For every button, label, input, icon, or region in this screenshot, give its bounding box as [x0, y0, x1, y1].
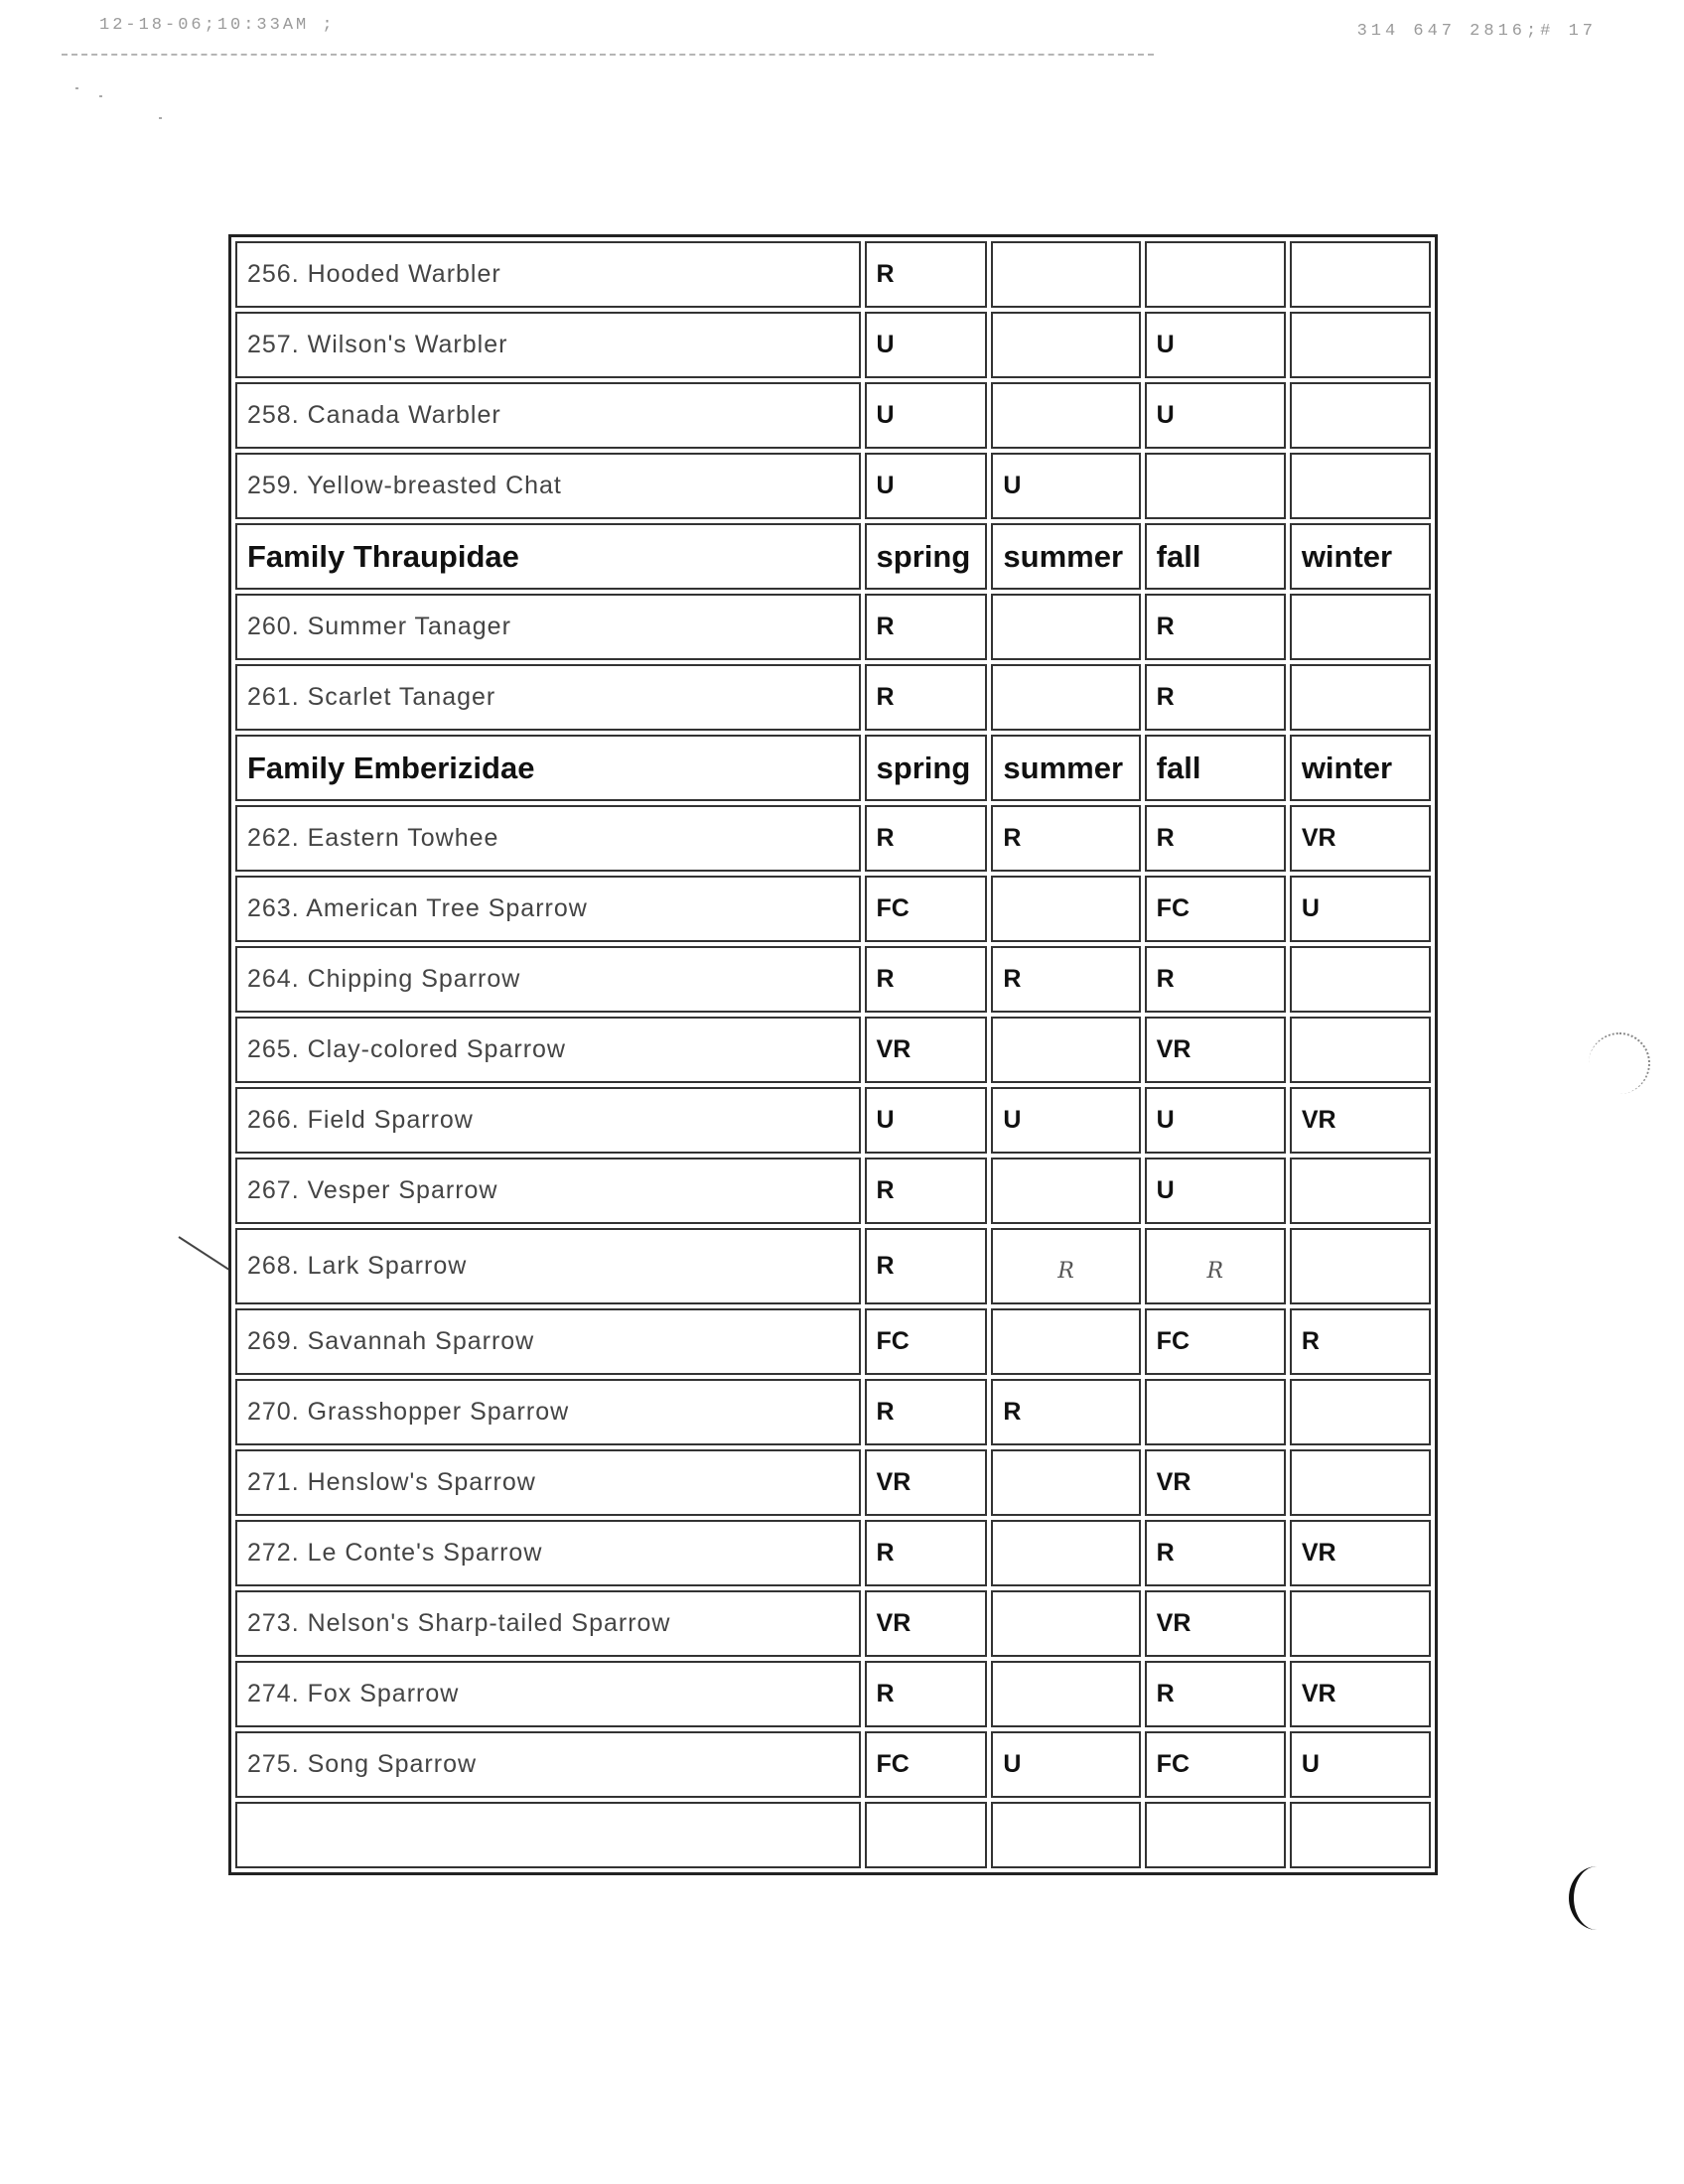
abundance-spring: U [865, 382, 988, 449]
abundance-summer [991, 312, 1140, 378]
abundance-spring: R [865, 1158, 988, 1224]
species-name: 257. Wilson's Warbler [235, 312, 861, 378]
family-header-row [235, 523, 1431, 590]
fax-header-rule [62, 54, 1154, 56]
season-header-summer: summer [991, 735, 1140, 801]
abundance-spring: R [865, 664, 988, 731]
species-name: 259. Yellow-breasted Chat [235, 453, 861, 519]
abundance-fall: U [1145, 1158, 1286, 1224]
abundance-summer [991, 1449, 1140, 1516]
abundance-fall: R [1145, 805, 1286, 872]
species-name: 275. Song Sparrow [235, 1731, 861, 1798]
species-name: 262. Eastern Towhee [235, 805, 861, 872]
abundance-summer [991, 1802, 1140, 1868]
species-name: 265. Clay-colored Sparrow [235, 1017, 861, 1083]
bird-checklist-table [228, 234, 1438, 1875]
species-row [235, 1379, 1431, 1445]
species-name: 260. Summer Tanager [235, 594, 861, 660]
abundance-winter [1290, 312, 1431, 378]
season-header-fall: fall [1145, 735, 1286, 801]
abundance-winter: VR [1290, 805, 1431, 872]
abundance-spring: U [865, 312, 988, 378]
abundance-winter: U [1290, 876, 1431, 942]
abundance-fall [1145, 453, 1286, 519]
species-name: 266. Field Sparrow [235, 1087, 861, 1154]
species-row [235, 946, 1431, 1013]
abundance-winter: U [1290, 1731, 1431, 1798]
abundance-fall: VR [1145, 1449, 1286, 1516]
abundance-summer: U [991, 453, 1140, 519]
abundance-winter [1290, 946, 1431, 1013]
abundance-spring: FC [865, 876, 988, 942]
abundance-spring: R [865, 1661, 988, 1727]
abundance-summer: U [991, 1087, 1140, 1154]
scan-speck [99, 95, 102, 97]
species-name: 270. Grasshopper Sparrow [235, 1379, 861, 1445]
abundance-summer [991, 382, 1140, 449]
abundance-spring: R [865, 594, 988, 660]
species-row [235, 1158, 1431, 1224]
species-name: 269. Savannah Sparrow [235, 1308, 861, 1375]
family-header-row [235, 735, 1431, 801]
season-header-spring: spring [865, 735, 988, 801]
checklist-body [235, 241, 1431, 1868]
abundance-winter [1290, 664, 1431, 731]
abundance-fall: FC [1145, 876, 1286, 942]
abundance-spring: FC [865, 1731, 988, 1798]
abundance-spring: FC [865, 1308, 988, 1375]
species-name: 272. Le Conte's Sparrow [235, 1520, 861, 1586]
species-row [235, 241, 1431, 308]
abundance-winter: VR [1290, 1087, 1431, 1154]
family-name: Family Emberizidae [235, 735, 861, 801]
species-row [235, 1449, 1431, 1516]
abundance-summer [991, 1017, 1140, 1083]
abundance-winter [1290, 382, 1431, 449]
abundance-fall [1145, 241, 1286, 308]
abundance-summer: R [991, 1379, 1140, 1445]
season-header-winter: winter [1290, 735, 1431, 801]
abundance-spring: R [865, 805, 988, 872]
scan-speck [159, 117, 162, 119]
abundance-spring: R [865, 241, 988, 308]
abundance-fall: R [1145, 1228, 1286, 1304]
abundance-spring: VR [865, 1590, 988, 1657]
abundance-fall [1145, 1802, 1286, 1868]
abundance-summer [991, 1590, 1140, 1657]
season-header-summer: summer [991, 523, 1140, 590]
abundance-fall: U [1145, 1087, 1286, 1154]
abundance-summer: R [991, 1228, 1140, 1304]
species-row [235, 1661, 1431, 1727]
abundance-spring: R [865, 946, 988, 1013]
abundance-summer [991, 1308, 1140, 1375]
species-name: 268. Lark Sparrow [235, 1228, 861, 1304]
margin-pen-mark [178, 1236, 228, 1270]
abundance-spring: VR [865, 1017, 988, 1083]
abundance-fall: R [1145, 1661, 1286, 1727]
abundance-spring: R [865, 1379, 988, 1445]
species-row [235, 1308, 1431, 1375]
fax-timestamp: 12-18-06;10:33AM ; [99, 16, 336, 35]
species-row [235, 453, 1431, 519]
abundance-summer: R [991, 805, 1140, 872]
abundance-winter: R [1290, 1308, 1431, 1375]
abundance-fall: FC [1145, 1308, 1286, 1375]
abundance-summer [991, 876, 1140, 942]
abundance-spring: VR [865, 1449, 988, 1516]
abundance-spring: R [865, 1520, 988, 1586]
abundance-fall: U [1145, 312, 1286, 378]
species-row [235, 594, 1431, 660]
species-row [235, 1802, 1431, 1868]
abundance-spring: U [865, 453, 988, 519]
species-row [235, 1590, 1431, 1657]
abundance-summer [991, 1158, 1140, 1224]
species-name: 256. Hooded Warbler [235, 241, 861, 308]
abundance-summer [991, 664, 1140, 731]
abundance-winter [1290, 453, 1431, 519]
abundance-winter: VR [1290, 1520, 1431, 1586]
abundance-winter [1290, 1379, 1431, 1445]
species-name: 273. Nelson's Sharp-tailed Sparrow [235, 1590, 861, 1657]
abundance-winter [1290, 1228, 1431, 1304]
species-row [235, 1017, 1431, 1083]
species-row [235, 1731, 1431, 1798]
abundance-fall: R [1145, 946, 1286, 1013]
species-name: 267. Vesper Sparrow [235, 1158, 861, 1224]
species-row [235, 382, 1431, 449]
scan-speck [75, 87, 78, 89]
species-name: 271. Henslow's Sparrow [235, 1449, 861, 1516]
species-row [235, 805, 1431, 872]
abundance-summer [991, 1520, 1140, 1586]
abundance-fall: R [1145, 1520, 1286, 1586]
family-name: Family Thraupidae [235, 523, 861, 590]
abundance-winter [1290, 1158, 1431, 1224]
species-row [235, 1087, 1431, 1154]
abundance-winter [1290, 1449, 1431, 1516]
species-row [235, 664, 1431, 731]
abundance-fall: U [1145, 382, 1286, 449]
abundance-winter [1290, 1017, 1431, 1083]
abundance-summer [991, 594, 1140, 660]
abundance-winter [1290, 594, 1431, 660]
season-header-winter: winter [1290, 523, 1431, 590]
abundance-spring [865, 1802, 988, 1868]
abundance-fall: R [1145, 664, 1286, 731]
season-header-spring: spring [865, 523, 988, 590]
abundance-fall: FC [1145, 1731, 1286, 1798]
abundance-summer [991, 241, 1140, 308]
species-name: 263. American Tree Sparrow [235, 876, 861, 942]
abundance-winter: VR [1290, 1661, 1431, 1727]
abundance-spring: U [865, 1087, 988, 1154]
species-name: 264. Chipping Sparrow [235, 946, 861, 1013]
abundance-winter [1290, 241, 1431, 308]
species-name: 261. Scarlet Tanager [235, 664, 861, 731]
species-name [235, 1802, 861, 1868]
abundance-fall: VR [1145, 1017, 1286, 1083]
season-header-fall: fall [1145, 523, 1286, 590]
species-name: 274. Fox Sparrow [235, 1661, 861, 1727]
species-name: 258. Canada Warbler [235, 382, 861, 449]
species-row [235, 1228, 1431, 1304]
abundance-fall: R [1145, 594, 1286, 660]
species-row [235, 312, 1431, 378]
abundance-winter [1290, 1802, 1431, 1868]
binder-hole-mark [1569, 1866, 1625, 1930]
margin-punch-mark [1589, 1032, 1650, 1094]
abundance-winter [1290, 1590, 1431, 1657]
species-row [235, 876, 1431, 942]
abundance-summer: R [991, 946, 1140, 1013]
abundance-summer: U [991, 1731, 1140, 1798]
abundance-spring: R [865, 1228, 988, 1304]
abundance-fall: VR [1145, 1590, 1286, 1657]
fax-page-number: 314 647 2816;# 17 [1356, 22, 1597, 41]
abundance-fall [1145, 1379, 1286, 1445]
species-row [235, 1520, 1431, 1586]
abundance-summer [991, 1661, 1140, 1727]
fax-header [0, 16, 1684, 75]
